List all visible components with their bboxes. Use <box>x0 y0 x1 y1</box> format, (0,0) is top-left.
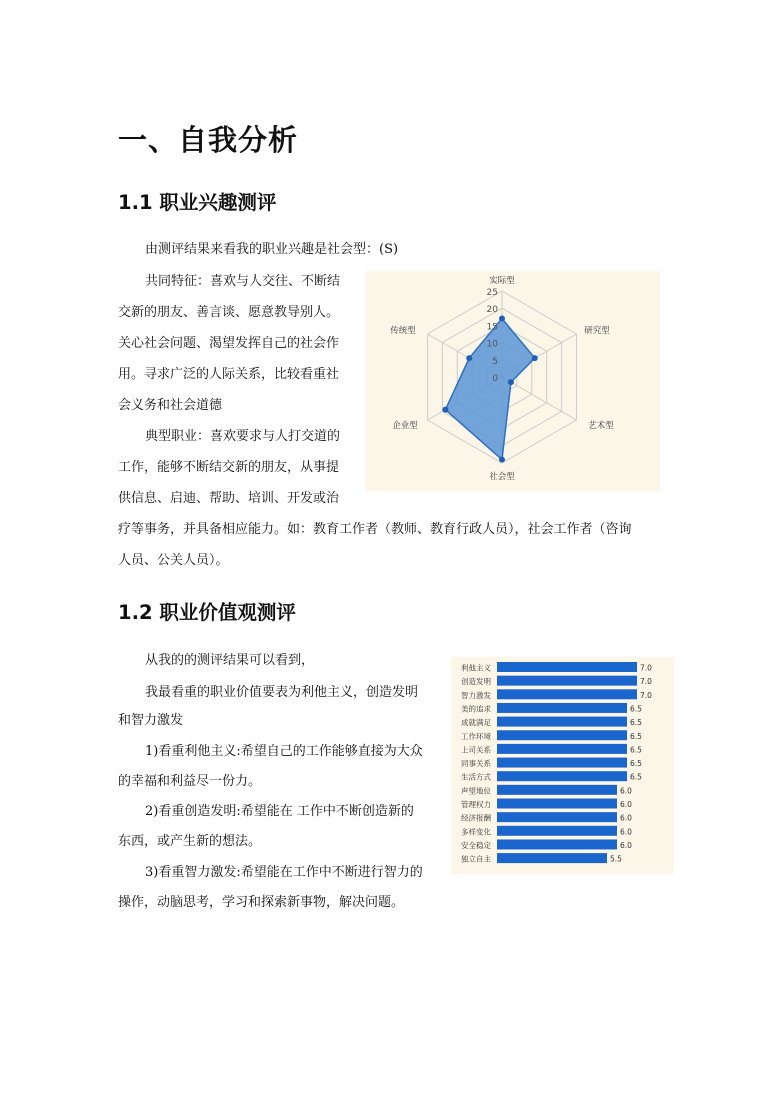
paragraph-line: 的幸福和利益尽一份力。 <box>118 774 262 789</box>
radar-axis-label: 研究型 <box>584 326 610 336</box>
bar <box>497 703 627 713</box>
bar-value-label: 5.5 <box>610 854 622 864</box>
bar-value-label: 6.0 <box>620 827 632 837</box>
bar-category-label: 独立自主 <box>461 854 491 864</box>
bar-value-label: 6.0 <box>620 813 632 823</box>
bar-category-label: 利他主义 <box>461 663 491 673</box>
bar <box>497 826 617 836</box>
bar-value-label: 6.0 <box>620 840 632 850</box>
radar-point <box>508 379 514 385</box>
bar-value-label: 6.5 <box>630 759 642 769</box>
subsection-title-values: 1.2 职业价值观测评 <box>118 601 296 624</box>
paragraph-line: 2)看重创造发明:希望能在 工作中不断创造新的 <box>145 804 414 819</box>
paragraph-line: 和智力激发 <box>118 713 184 728</box>
bar-category-label: 经济报酬 <box>461 813 491 823</box>
interest-radar-chart <box>365 271 660 491</box>
radar-point <box>442 407 448 413</box>
bar-category-label: 工作环境 <box>461 731 491 741</box>
section-title: 一、自我分析 <box>118 123 299 157</box>
radar-axis-label: 企业型 <box>392 421 418 431</box>
bar-value-label: 7.0 <box>640 690 652 700</box>
bar-value-label: 7.0 <box>640 663 652 673</box>
bar <box>497 785 617 795</box>
radar-axis-label: 社会型 <box>489 472 515 482</box>
radar-tick-label: 0 <box>492 374 498 384</box>
paragraph-line: 3)看重智力激发:希望能在工作中不断进行智力的 <box>145 865 423 880</box>
bar-category-label: 智力激发 <box>461 690 491 700</box>
bar-category-label: 多样变化 <box>461 827 491 837</box>
bar-category-label: 同事关系 <box>461 759 491 769</box>
bar-category-label: 生活方式 <box>461 772 491 782</box>
bar-value-label: 6.0 <box>620 786 632 796</box>
radar-point <box>499 457 505 463</box>
radar-svg <box>365 271 660 491</box>
paragraph-line: 用。寻求广泛的人际关系，比较看重社 <box>118 367 340 382</box>
paragraph-line: 我最看重的职业价值要表为利他主义，创造发明 <box>145 685 419 700</box>
bar <box>497 758 627 768</box>
bar <box>497 717 627 727</box>
radar-point <box>466 355 472 361</box>
paragraph-line: 关心社会问题、渴望发挥自己的社会作 <box>118 336 340 351</box>
bar <box>497 744 627 754</box>
paragraph-line: 会义务和社会道德 <box>118 398 223 413</box>
paragraph-line: 人员、公关人员）。 <box>118 553 229 568</box>
values-bar-chart <box>451 657 674 874</box>
bar <box>497 853 607 863</box>
radar-tick-label: 15 <box>486 322 498 333</box>
bar-category-label: 美的追求 <box>461 704 491 714</box>
radar-axis-label: 传统型 <box>390 326 416 336</box>
radar-point <box>532 355 538 361</box>
bar-category-label: 上司关系 <box>461 745 491 755</box>
bar-category-label: 安全稳定 <box>461 840 491 850</box>
paragraph-line: 交新的朋友、善言谈、愿意教导别人。 <box>118 305 340 320</box>
radar-tick-label: 10 <box>486 339 498 350</box>
bar <box>497 799 617 809</box>
radar-tick-label: 20 <box>486 305 498 316</box>
radar-axis-label: 艺术型 <box>588 421 614 431</box>
bar-value-label: 6.5 <box>630 718 642 728</box>
paragraph-line: 从我的的测评结果可以看到， <box>145 653 315 668</box>
bar <box>497 812 617 822</box>
bar-category-label: 成就满足 <box>461 718 491 728</box>
paragraph-line: 供信息、启迪、帮助、培训、开发或治 <box>118 491 340 506</box>
paragraph-line: 东西，或产生新的想法。 <box>118 834 262 849</box>
paragraph-line: 操作，动脑思考，学习和探索新事物，解决问题。 <box>118 895 405 910</box>
bar-value-label: 6.5 <box>630 772 642 782</box>
bar-value-label: 7.0 <box>640 677 652 687</box>
bar-value-label: 6.5 <box>630 745 642 755</box>
radar-tick-label: 5 <box>492 356 498 367</box>
paragraph-line: 由测评结果来看我的职业兴趣是社会型：(S) <box>145 242 399 257</box>
bar <box>497 689 637 699</box>
paragraph-line: 典型职业：喜欢要求与人打交道的 <box>145 429 341 444</box>
radar-tick-label: 25 <box>486 288 498 298</box>
bar-category-label: 声望地位 <box>461 786 491 796</box>
bars-svg <box>451 657 674 874</box>
bar-value-label: 6.5 <box>630 704 642 714</box>
paragraph-line: 1)看重利他主义:希望自己的工作能够直接为大众 <box>145 744 423 759</box>
radar-axis-label: 实际型 <box>489 276 515 286</box>
bar-category-label: 管理权力 <box>461 800 491 809</box>
subsection-title-interest: 1.1 职业兴趣测评 <box>118 191 277 214</box>
bar-value-label: 6.5 <box>630 731 642 741</box>
bar <box>497 662 637 672</box>
bar-category-label: 创造发明 <box>461 677 491 687</box>
bar <box>497 730 627 740</box>
bar <box>497 676 637 686</box>
bar <box>497 839 617 849</box>
paragraph-line: 疗等事务，并具备相应能力。如：教育工作者（教师、教育行政人员），社会工作者（咨询 <box>118 522 632 537</box>
paragraph-line: 工作，能够不断结交新的朋友，从事提 <box>118 460 340 475</box>
radar-point <box>499 316 505 322</box>
bar <box>497 771 627 781</box>
paragraph-line: 共同特征：喜欢与人交往、不断结 <box>145 274 341 289</box>
bar-value-label: 6.0 <box>620 800 632 809</box>
